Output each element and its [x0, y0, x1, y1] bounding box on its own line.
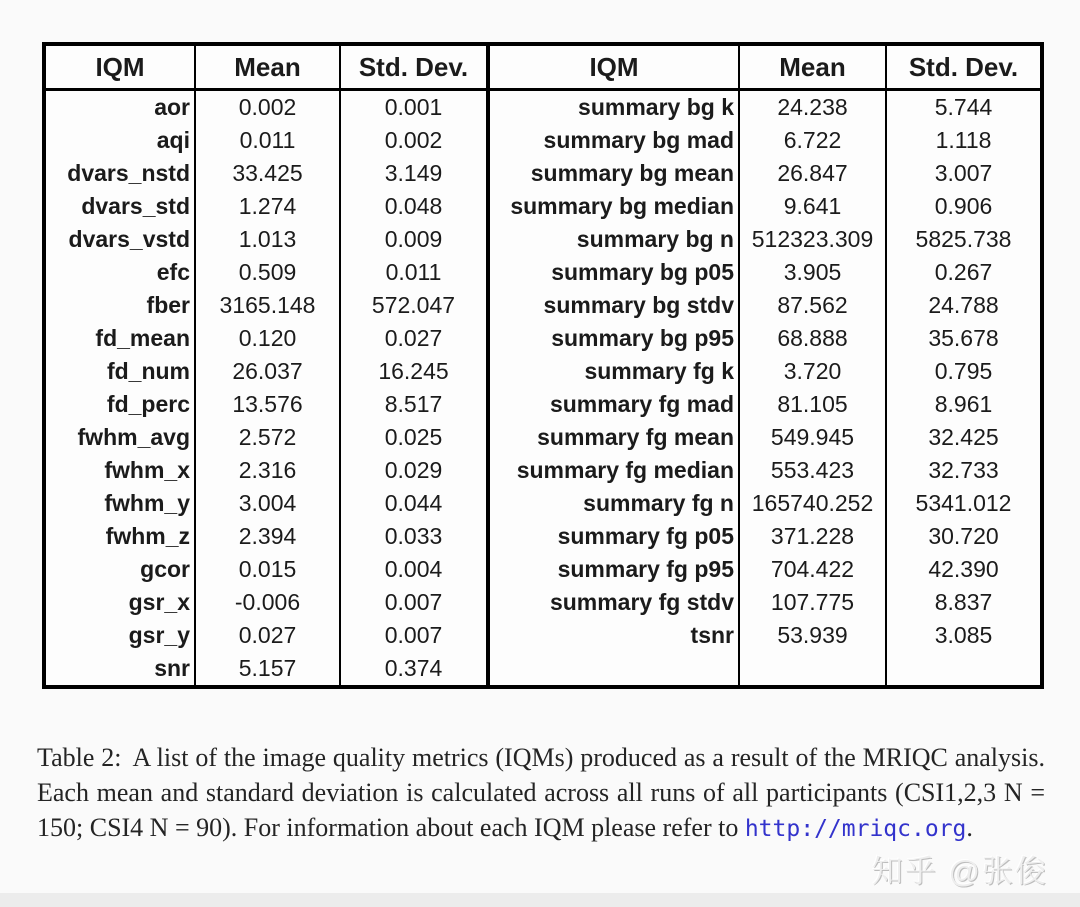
right-std-value: 1.118: [886, 124, 1042, 157]
table-row: [44, 90, 1042, 125]
left-std-value: 0.011: [340, 256, 488, 289]
left-iqm-label: gsr_y: [128, 622, 190, 648]
left-iqm-label: fwhm_avg: [77, 424, 190, 450]
left-std-value: 0.027: [340, 322, 488, 355]
right-mean-value: 165740.252: [739, 487, 886, 520]
right-mean-value: [739, 652, 886, 687]
left-iqm-label: fd_num: [106, 358, 190, 384]
left-iqm-label: fwhm_x: [104, 457, 190, 483]
left-std-value: 16.245: [340, 355, 488, 388]
left-iqm-label: aor: [154, 94, 190, 120]
bottom-strip: [0, 893, 1080, 907]
right-std-value: 3.085: [886, 619, 1042, 652]
right-mean-value: 26.847: [739, 157, 886, 190]
right-std-value: 8.837: [886, 586, 1042, 619]
left-mean-value: 2.572: [195, 421, 340, 454]
mriqc-link[interactable]: http://mriqc.org: [744, 816, 967, 842]
right-std-value: 8.961: [886, 388, 1042, 421]
left-mean-value: 3165.148: [195, 289, 340, 322]
left-std-value: 0.009: [340, 223, 488, 256]
right-mean-value: 3.905: [739, 256, 886, 289]
right-iqm-label: summary fg stdv: [488, 586, 739, 619]
table-row: [44, 322, 1042, 355]
left-std-value: 0.001: [340, 90, 488, 125]
left-std-value: 0.004: [340, 553, 488, 586]
right-iqm-label: summary fg median: [488, 454, 739, 487]
right-std-value: 35.678: [886, 322, 1042, 355]
right-mean-value: 371.228: [739, 520, 886, 553]
header-iqm-left: IQM: [44, 44, 195, 90]
left-mean-value: 26.037: [195, 355, 340, 388]
right-mean-value: 24.238: [739, 90, 886, 125]
table-row: [44, 289, 1042, 322]
right-mean-value: 81.105: [739, 388, 886, 421]
left-std-value: 3.149: [340, 157, 488, 190]
table-row: [44, 586, 1042, 619]
right-iqm-label: [488, 652, 739, 687]
left-mean-value: 0.015: [195, 553, 340, 586]
table-row: [44, 157, 1042, 190]
table-row: [44, 421, 1042, 454]
table-row: [44, 388, 1042, 421]
table-row: [44, 124, 1042, 157]
left-iqm-label: gcor: [140, 556, 190, 582]
right-mean-value: 549.945: [739, 421, 886, 454]
left-iqm-label: fwhm_y: [104, 490, 190, 516]
left-iqm-label: dvars_vstd: [68, 226, 190, 252]
left-std-value: 0.048: [340, 190, 488, 223]
right-mean-value: 6.722: [739, 124, 886, 157]
table-row: [44, 619, 1042, 652]
table-row: [44, 454, 1042, 487]
left-mean-value: 0.509: [195, 256, 340, 289]
right-iqm-label: summary bg mad: [488, 124, 739, 157]
right-iqm-label: summary fg k: [488, 355, 739, 388]
right-std-value: 0.906: [886, 190, 1042, 223]
header-mean-left: Mean: [195, 44, 340, 90]
right-mean-value: 107.775: [739, 586, 886, 619]
right-std-value: 32.733: [886, 454, 1042, 487]
right-iqm-label: summary bg n: [488, 223, 739, 256]
right-std-value: 42.390: [886, 553, 1042, 586]
right-iqm-label: summary fg mad: [488, 388, 739, 421]
left-mean-value: 5.157: [195, 652, 340, 687]
right-mean-value: 512323.309: [739, 223, 886, 256]
watermark: 知乎 @张俊: [871, 854, 1048, 889]
right-std-value: 0.267: [886, 256, 1042, 289]
left-iqm-label: aqi: [156, 127, 190, 153]
left-mean-value: 1.274: [195, 190, 340, 223]
right-std-value: 5.744: [886, 90, 1042, 125]
right-mean-value: 87.562: [739, 289, 886, 322]
left-std-value: 0.029: [340, 454, 488, 487]
left-std-value: 0.044: [340, 487, 488, 520]
left-mean-value: 0.027: [195, 619, 340, 652]
right-iqm-label: summary bg stdv: [488, 289, 739, 322]
left-mean-value: 2.394: [195, 520, 340, 553]
table-row: [44, 190, 1042, 223]
right-std-value: 30.720: [886, 520, 1042, 553]
header-iqm-right: IQM: [488, 44, 739, 90]
left-mean-value: 2.316: [195, 454, 340, 487]
right-iqm-label: summary fg p05: [488, 520, 739, 553]
left-iqm-label: gsr_x: [128, 589, 190, 615]
right-std-value: 32.425: [886, 421, 1042, 454]
left-mean-value: -0.006: [195, 586, 340, 619]
right-iqm-label: summary fg p95: [488, 553, 739, 586]
right-iqm-label: tsnr: [488, 619, 739, 652]
left-mean-value: 0.011: [195, 124, 340, 157]
iqm-table: [42, 42, 1044, 689]
left-mean-value: 1.013: [195, 223, 340, 256]
right-mean-value: 704.422: [739, 553, 886, 586]
table-row: [44, 652, 1042, 687]
right-std-value: 24.788: [886, 289, 1042, 322]
table-row: [44, 520, 1042, 553]
table-row: [44, 256, 1042, 289]
left-std-value: 0.002: [340, 124, 488, 157]
left-mean-value: 3.004: [195, 487, 340, 520]
left-std-value: 0.007: [340, 586, 488, 619]
left-mean-value: 0.120: [195, 322, 340, 355]
table-row: [44, 223, 1042, 256]
left-mean-value: 0.002: [195, 90, 340, 125]
left-std-value: 0.025: [340, 421, 488, 454]
right-iqm-label: summary bg k: [488, 90, 739, 125]
left-std-value: 0.033: [340, 520, 488, 553]
right-std-value: 5341.012: [886, 487, 1042, 520]
left-iqm-label: fwhm_z: [105, 523, 190, 549]
table-row: [44, 355, 1042, 388]
left-std-value: 8.517: [340, 388, 488, 421]
left-iqm-label: fber: [146, 292, 190, 318]
left-iqm-label: efc: [156, 259, 190, 285]
header-row: [44, 44, 1042, 90]
right-iqm-label: summary fg n: [488, 487, 739, 520]
right-mean-value: 3.720: [739, 355, 886, 388]
right-mean-value: 53.939: [739, 619, 886, 652]
right-iqm-label: summary bg mean: [488, 157, 739, 190]
left-iqm-label: dvars_std: [81, 193, 190, 219]
right-std-value: 0.795: [886, 355, 1042, 388]
right-std-value: 5825.738: [886, 223, 1042, 256]
caption-text: A list of the image quality metrics (IQMs) produced as a result of the MRIQC analysis. Each mean and standard deviation is calculated across all runs of all participants (CSI1,2,3 N = 150; CSI4 N = 90). For information about each IQM please refer to: [37, 743, 1045, 842]
header-mean-right: Mean: [739, 44, 886, 90]
table-row: [44, 553, 1042, 586]
iqm-table-header: [44, 44, 1042, 90]
left-iqm-label: fd_mean: [95, 325, 190, 351]
iqm-table-body: [44, 90, 1042, 688]
left-std-value: 572.047: [340, 289, 488, 322]
left-std-value: 0.007: [340, 619, 488, 652]
caption-suffix: .: [966, 813, 973, 842]
table-row: [44, 487, 1042, 520]
left-mean-value: 13.576: [195, 388, 340, 421]
right-std-value: 3.007: [886, 157, 1042, 190]
right-std-value: [886, 652, 1042, 687]
left-iqm-label: snr: [154, 655, 190, 681]
left-std-value: 0.374: [340, 652, 488, 687]
right-iqm-label: summary bg median: [488, 190, 739, 223]
header-std-right: Std. Dev.: [886, 44, 1042, 90]
right-iqm-label: summary bg p05: [488, 256, 739, 289]
right-mean-value: 9.641: [739, 190, 886, 223]
right-mean-value: 553.423: [739, 454, 886, 487]
left-iqm-label: fd_perc: [106, 391, 190, 417]
right-iqm-label: summary fg mean: [488, 421, 739, 454]
left-mean-value: 33.425: [195, 157, 340, 190]
right-mean-value: 68.888: [739, 322, 886, 355]
header-std-left: Std. Dev.: [340, 44, 488, 90]
table-caption: [37, 740, 1045, 847]
caption-label: Table 2:: [37, 743, 122, 772]
right-iqm-label: summary bg p95: [488, 322, 739, 355]
left-iqm-label: dvars_nstd: [67, 160, 190, 186]
